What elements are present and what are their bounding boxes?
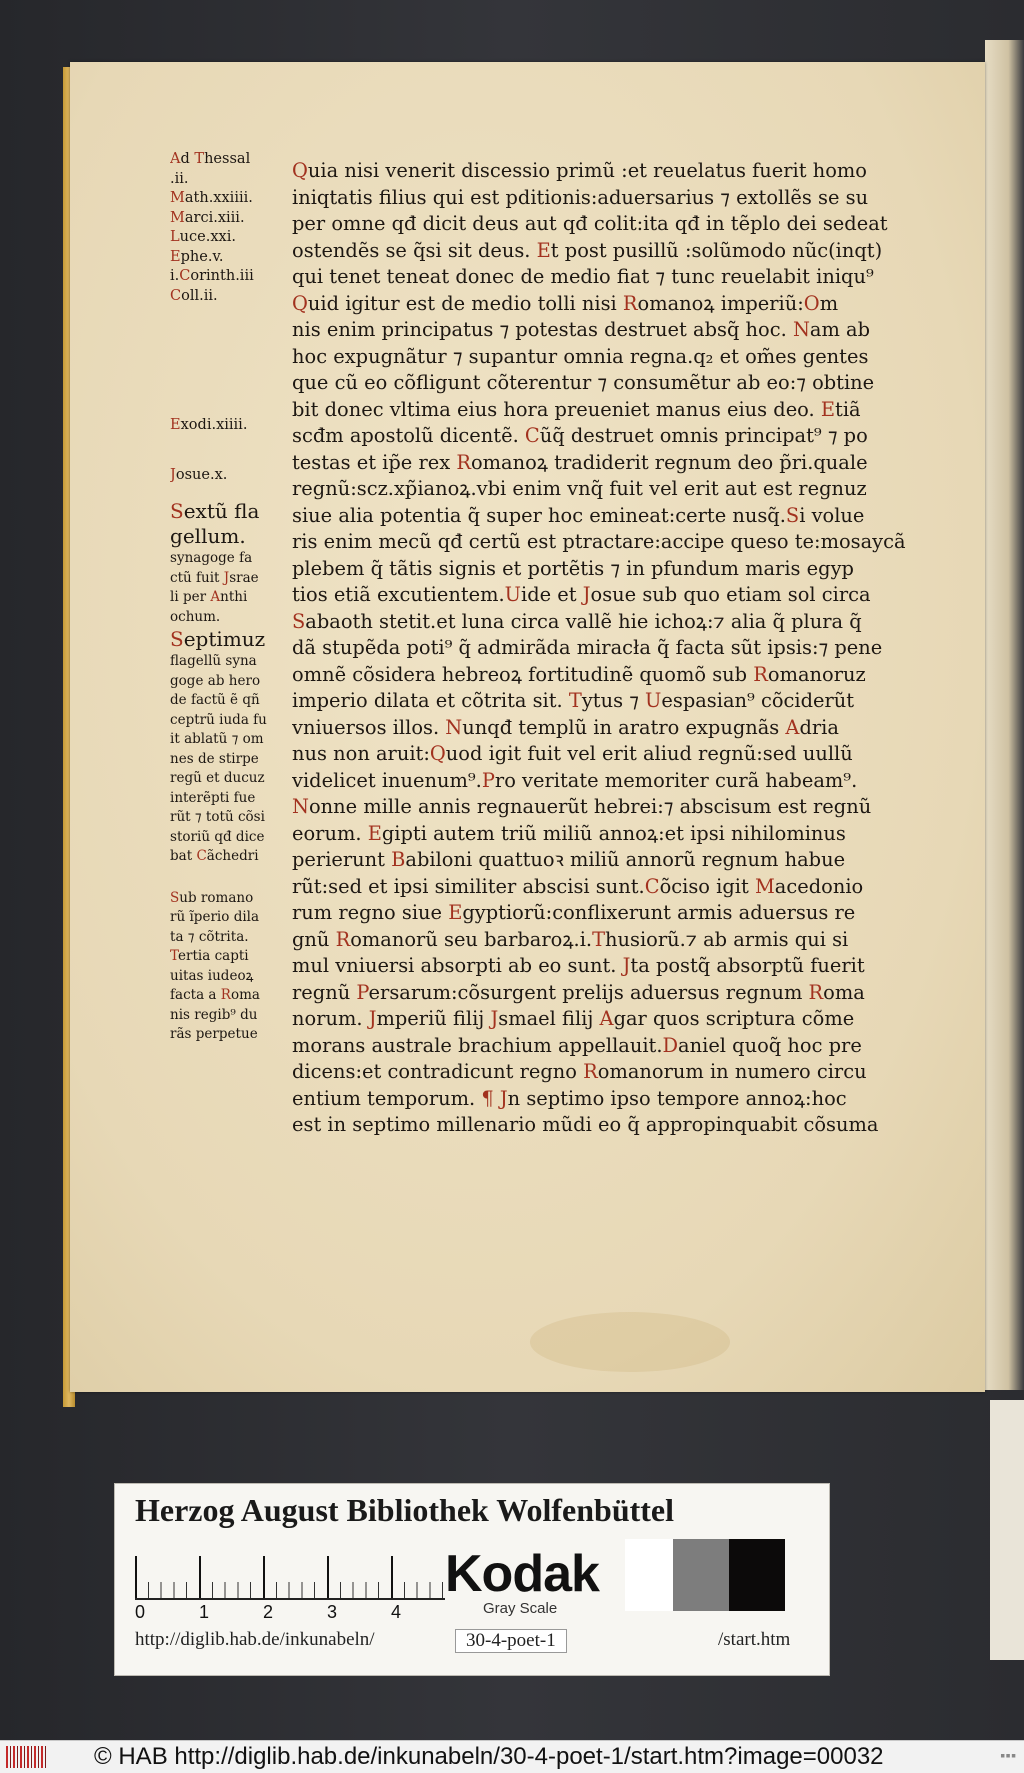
gloss-line: Josue.x. (170, 466, 228, 483)
text-line: Quia nisi venerit discessio primũ :et reuelatus fuerit homo (292, 159, 867, 182)
ruler-major-ticks (135, 1556, 445, 1598)
text-line: rum regno siue Egyptiorũ:confixerunt armis aduersus re (292, 901, 856, 924)
gloss-line: synagoge fa (170, 550, 253, 566)
card-url-left: http://diglib.hab.de/inkunabeln/ (135, 1629, 375, 1650)
gloss-line: rũ ĩperio dila (170, 909, 260, 925)
gloss-line: Luce.xxi. (170, 229, 236, 245)
text-line: scđm apostolũ dicentẽ. Cũq destruet omnis principat⁹ ⁊ po (292, 424, 868, 447)
gloss-line: Tertia capti (170, 948, 249, 964)
text-line: est in septimo millenario mũdi eo q appropinquabit cõsuma (292, 1113, 879, 1136)
ruler-number: 3 (327, 1602, 338, 1622)
gloss-line: ochum. (170, 608, 221, 625)
text-line: Quid igitur est de medio tolli nisi Romanoꝝ imperiũ:Om (292, 291, 839, 315)
gloss-line: Ephe.v. (170, 248, 224, 265)
gloss-line: regũ et ducuz (170, 770, 265, 786)
text-line: que cũ eo cõfigunt cõterentur ⁊ consumẽtur ab eo:⁊ obtine (292, 371, 875, 394)
ruler-number: 4 (391, 1602, 402, 1622)
gray-scale-label: Gray Scale (483, 1600, 558, 1617)
gloss-line: ctũ fuit Jsrae (170, 569, 259, 586)
hab-barcode-icon (6, 1746, 46, 1768)
text-line: mul vniuersi absorpti ab eo sunt. Jta postq absorptũ fuerit (292, 954, 865, 977)
text-line: ris enim mecũ qđ certũ est ptractare:accipe queso te:mosaycã (292, 530, 906, 553)
gray-patch-black (729, 1539, 785, 1611)
gloss-heading: Septimuz (170, 627, 266, 651)
text-line: iniqtatis flius qui est pditionis:aduersarius ⁊ extollẽs se su (292, 185, 869, 209)
footer-bar (0, 1740, 1024, 1773)
footer-copyright-url[interactable]: © HAB http://diglib.hab.de/inkunabeln/30-4-poet-1/start.htm?image=00032 (94, 1743, 884, 1770)
gloss-line: Exodi.xiiii. (170, 417, 248, 433)
gloss-line: li per Anthi (170, 589, 248, 605)
text-line: eorum. Egipti autem triũ miliũ annoꝝ:et ipsi nihilominus (292, 821, 846, 845)
text-line: perierunt Babiloni quattuoꝛ miliũ annorũ regnum habue (292, 848, 846, 871)
gloss-line: bat Cãchedri (170, 848, 259, 864)
marginal-notes (170, 150, 288, 1045)
gloss-line: goge ab hero (170, 672, 261, 689)
ruler-number: 1 (199, 1602, 210, 1622)
footer-corner-icon: ▪▪▪ (1000, 1751, 1017, 1761)
facing-page-edge (985, 40, 1024, 1390)
text-line: siue alia potentia q super hoc emineat:certe nusq.Si volue (292, 503, 865, 527)
gloss-line: Marci.xiii. (170, 209, 245, 226)
library-name: Herzog August Bibliothek Wolfenbüttel (135, 1492, 675, 1528)
ruler-number: 0 (135, 1602, 146, 1622)
text-line: per omne qđ dicit deus aut qđ colit:ita qđ in tẽplo dei sedeat (292, 212, 888, 235)
text-line: omnẽ cõsidera hebreoꝝ fortitudinẽ quomõ sub Romanoruz (292, 662, 866, 686)
gloss-line: .ii. (170, 170, 189, 187)
text-line: videlicet inuenum⁹.Pro veritate memoriter curã habeam⁹. (292, 768, 858, 792)
text-line: nis enim principatus ⁊ potestas destruet absq hoc. Nam ab (292, 318, 871, 341)
page-stain (530, 1312, 730, 1372)
text-line: Sabaoth stetit.et luna circa vallẽ hie ichoꝝ:⁊ alia q plura q (292, 609, 862, 633)
gloss-line: fagellũ syna (170, 653, 257, 669)
gloss-line: Ad Thessal (170, 151, 251, 167)
text-line: qui tenet teneat donec de medio fat ⁊ tunc reuelabit iniqu⁹ (292, 265, 874, 288)
text-line: regnũ Persarum:cõsurgent prelijs aduersus regnum Roma (292, 980, 865, 1004)
gloss-line: rũt ⁊ totũ cõsi (170, 809, 265, 825)
facing-page-lower (990, 1400, 1024, 1660)
text-line: dã stupẽda poti⁹ q admirãda miracła q facta sũt ipsis:⁊ pene (292, 636, 883, 659)
text-line: morans australe brachium appellauit.Daniel quoq hoc pre (292, 1033, 862, 1057)
color-calibration-card (114, 1483, 830, 1676)
gloss-line: storiũ qđ dice (170, 828, 265, 845)
gray-patch-mid (673, 1539, 729, 1611)
gloss-line: nis regib⁹ du (170, 1006, 258, 1023)
gloss-line: Math.xxiiii. (170, 190, 253, 206)
gloss-line: it ablatũ ⁊ om (170, 731, 264, 747)
text-line: testas et ipe rex Romanoꝝ tradiderit regnum deo pri.quale (292, 450, 868, 474)
gloss-line: nes de stirpe (170, 750, 259, 767)
text-line: nus non aruit:Quod igit fuit vel erit aliud regnũ:sed uullũ (292, 742, 853, 765)
gloss-line: interẽpti fue (170, 789, 256, 806)
text-line: plebem q tãtis signis et portẽtis ⁊ in pfundum maris egyp (292, 556, 854, 580)
text-line: ostendẽs se qsi sit deus. Et post pusillũ :solũmodo nũc(inqt) (292, 238, 883, 262)
text-line: bit donec vltima eius hora preueniet manus eius deo. Etiã (292, 397, 861, 421)
gloss-line: de factũ ẽ qñ (170, 692, 260, 708)
text-line: imperio dilata et cõtrita sit. Tytus ⁊ Uespasian⁹ cõciderũt (292, 689, 855, 712)
gloss-line: ta ⁊ cõtrita. (170, 928, 249, 945)
gloss-line: uitas iudeoꝝ (170, 967, 254, 984)
gray-patch-white (625, 1539, 673, 1611)
text-line: tios etiã excutientem.Uide et Josue sub quo etiam sol circa (292, 583, 871, 606)
gloss-heading: Sextũ fa (170, 499, 260, 523)
text-line: gnũ Romanorũ seu barbaroꝝ.i.Thusiorũ.⁊ ab armis qui si (292, 927, 849, 951)
text-line: dicens:et contradicunt regno Romanorum in numero circu (292, 1060, 867, 1083)
text-line: vniuersos illos. Nunqđ templũ in aratro expugnãs Adria (292, 715, 839, 739)
gloss-line: rãs perpetue (170, 1026, 258, 1042)
text-line: rũt:sed et ipsi similiter abscisi sunt.Cõciso igit Macedonio (292, 874, 864, 898)
gloss-line: ceptrũ iuda fu (170, 711, 267, 728)
main-text-column (292, 158, 922, 1139)
gloss-line: Coll.ii. (170, 287, 218, 304)
text-line: hoc expugnãtur ⁊ supantur omnia regna.q₂ et omes gentes (292, 344, 869, 368)
ruler-number: 2 (263, 1602, 274, 1622)
card-url-right: /start.htm (718, 1629, 791, 1650)
gloss-line: Sub romano (170, 889, 254, 906)
text-line: norum. Jmperiũ flij Jsmael flij Agar quos scriptura cõme (292, 1007, 855, 1030)
text-line: entium temporum. ¶ Jn septimo ipso tempore annoꝝ:hoc (292, 1086, 847, 1110)
card-shelfmark: 30-4-poet-1 (455, 1629, 567, 1653)
gloss-line: facta a Roma (170, 987, 260, 1003)
kodak-logo: Kodak (445, 1545, 599, 1603)
text-line: Nonne mille annis regnauerũt hebrei:⁊ abscisum est regnũ (292, 795, 872, 818)
gloss-line: i.Corinth.iii (170, 268, 254, 284)
text-line: regnũ:scz.xpianoꝝ.vbi enim vnq fuit vel erit aut est regnuz (292, 477, 867, 500)
gloss-heading: gellum. (170, 524, 246, 548)
